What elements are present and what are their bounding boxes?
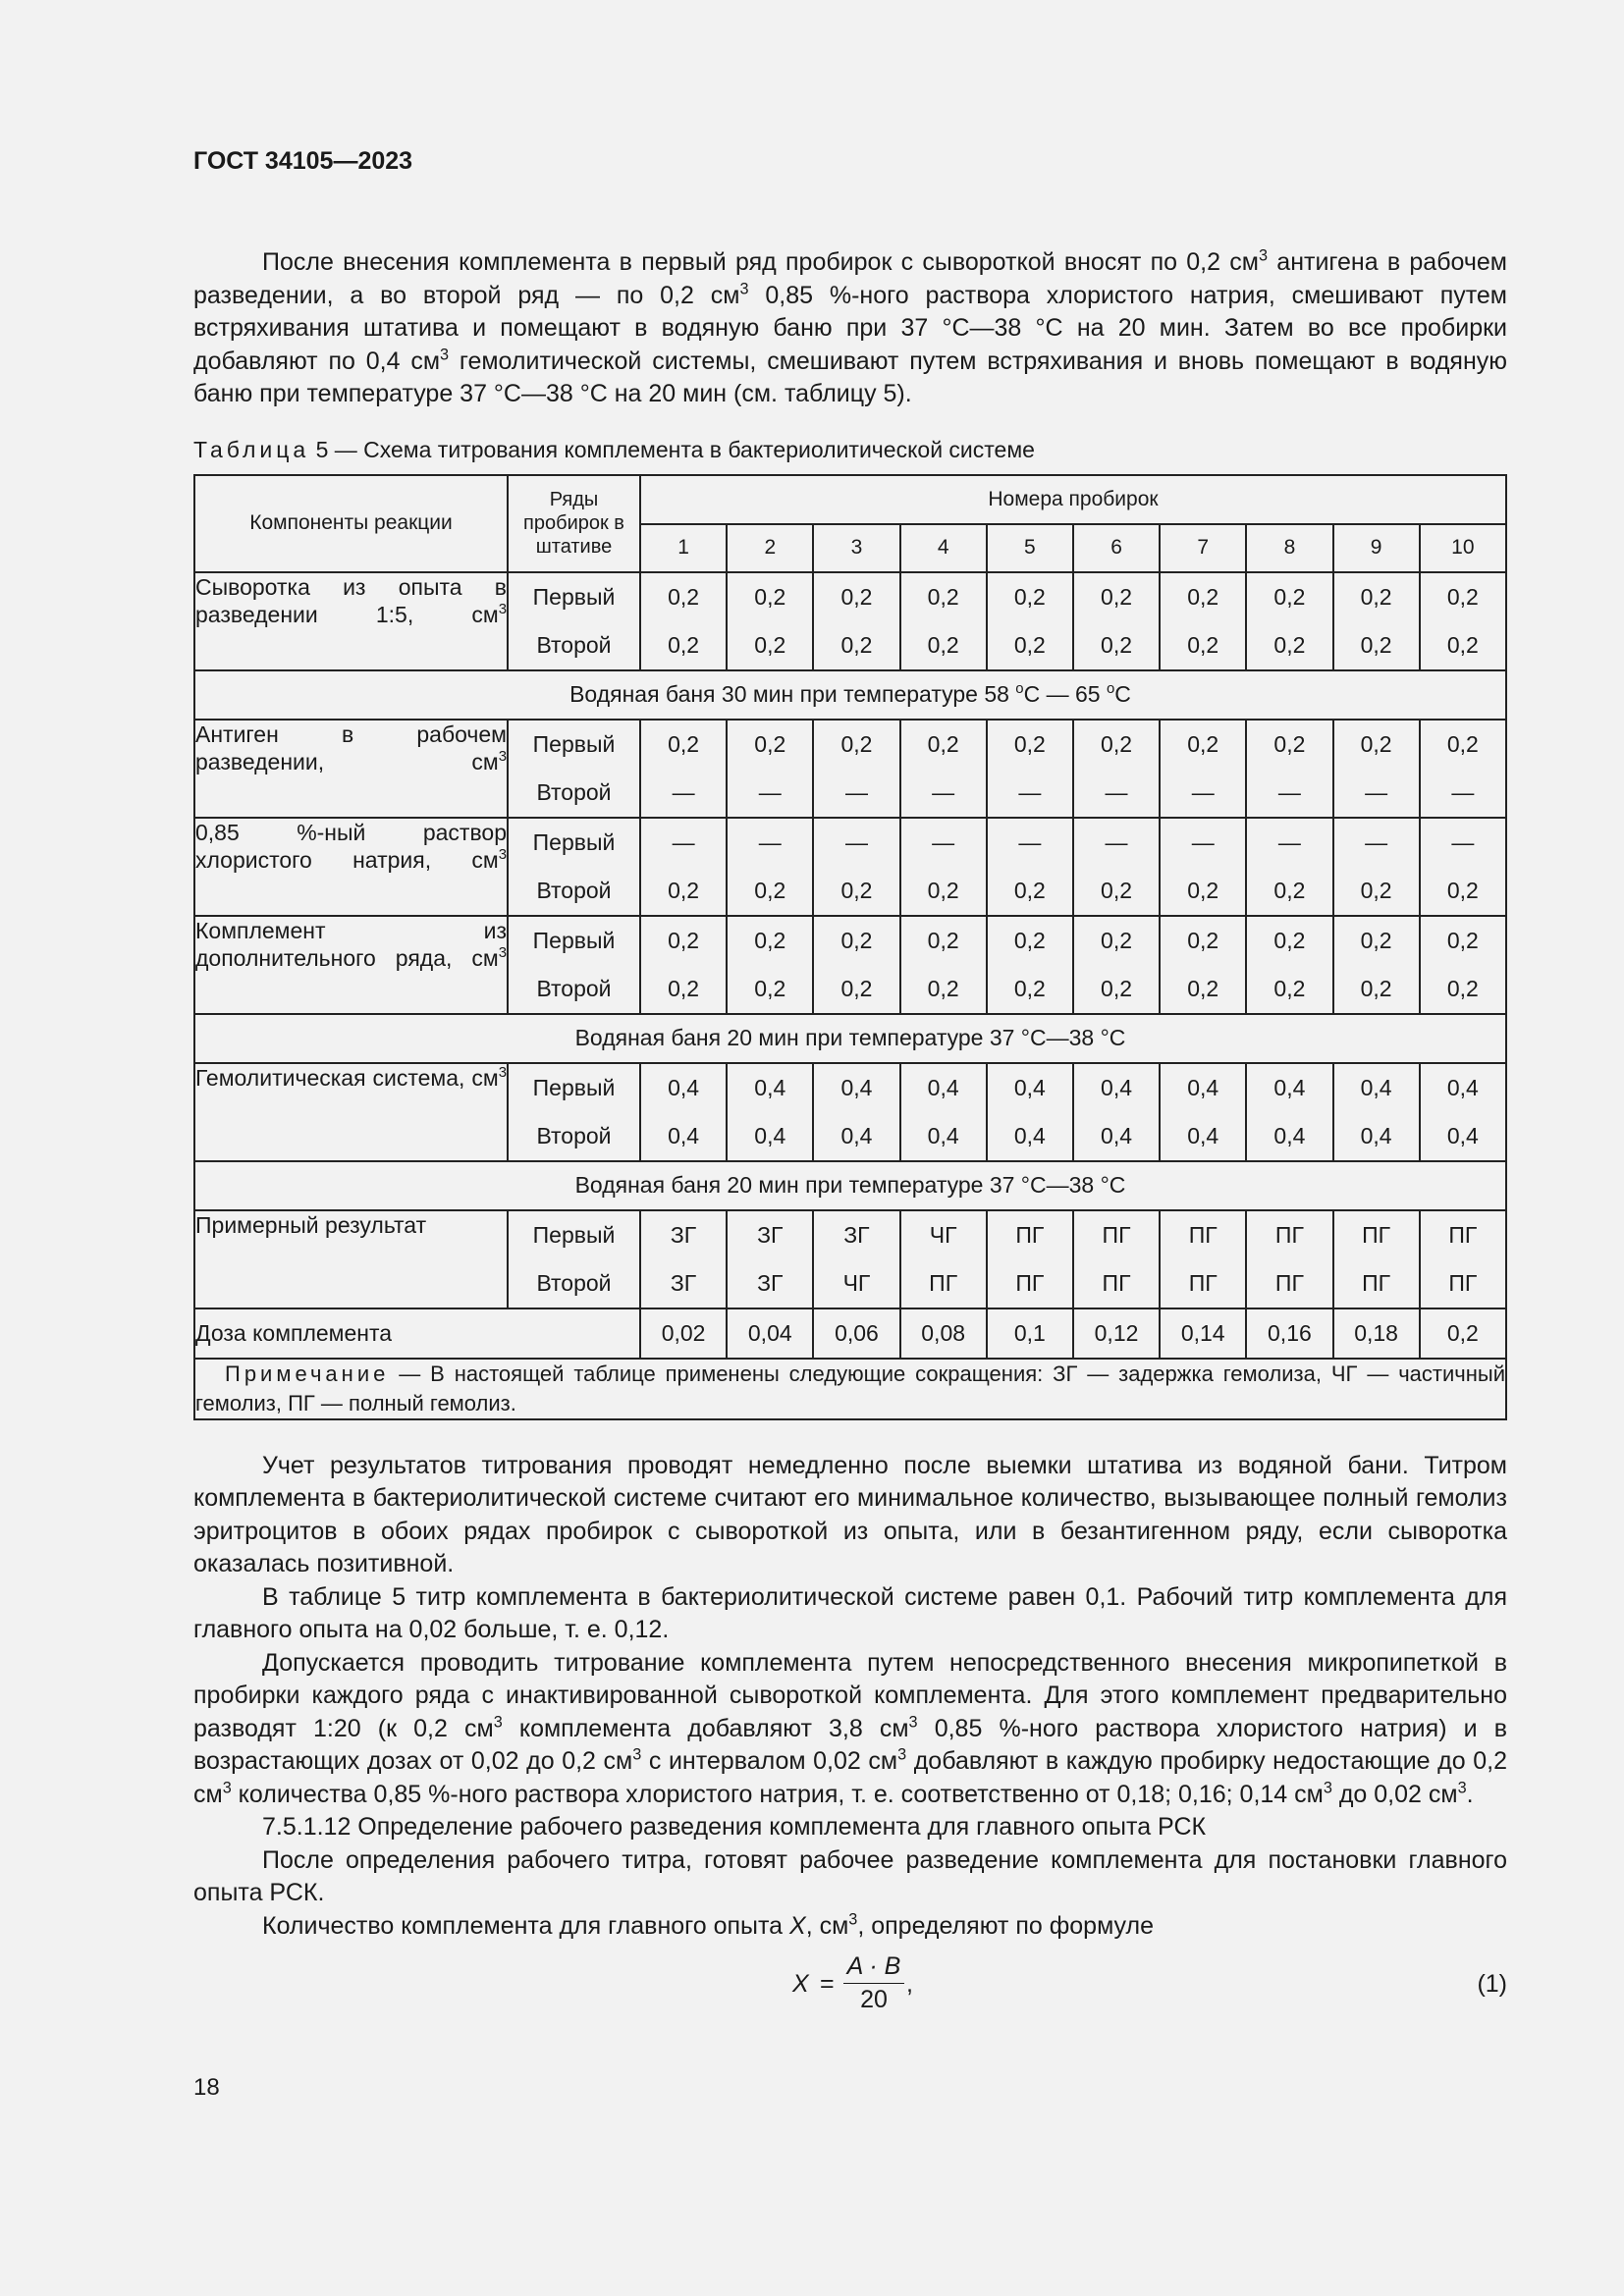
- table-cell: ЧГ: [813, 1259, 899, 1308]
- table-cell: 0,2: [1246, 916, 1332, 965]
- table-cell: ЧГ: [900, 1210, 987, 1259]
- section-heading-7-5-1-12: 7.5.1.12 Определение рабочего разведения комплемента для главного опыта РСК: [262, 1813, 1207, 1841]
- header-components: Компоненты реакции: [194, 475, 508, 572]
- table-cell: —: [987, 769, 1073, 818]
- table-cell: —: [1073, 769, 1160, 818]
- table-cell: 0,2: [727, 572, 813, 621]
- table-cell: 0,4: [640, 1063, 727, 1112]
- dose-row: [194, 1308, 1506, 1359]
- dose-cell: 0,16: [1246, 1308, 1332, 1359]
- table-cell: 0,2: [727, 867, 813, 916]
- paragraph-results: Учет результатов титрования проводят немедленно после выемки штатива из водяной бани. Титром комплемента в бактериолитической системе считают его минимальное количество, вызывающее полный гемолиз эритроцитов в обоих рядах пробирок с сывороткой из опыта, или в безантигенном ряду, если сыворотка оказалась позитивной.: [193, 1451, 1507, 1577]
- component-label: Сыворотка из опыта в разведении 1:5, $см^3$: [194, 572, 508, 670]
- table-cell: ЗГ: [640, 1259, 727, 1308]
- table-cell: 0,2: [1420, 965, 1506, 1014]
- row-label: Первый: [508, 1210, 640, 1259]
- tube-number: 7: [1160, 524, 1246, 572]
- table-cell: —: [1160, 818, 1246, 867]
- table-cell: ПГ: [1246, 1210, 1332, 1259]
- table-cell: 0,2: [1246, 720, 1332, 769]
- water-bath-note: Водяная баня 20 мин при температуре 37 °С—38 °С: [194, 1014, 1506, 1063]
- table-cell: 0,2: [900, 867, 987, 916]
- table-cell: 0,2: [640, 621, 727, 670]
- component-label: Примерный результат: [194, 1210, 508, 1308]
- table-cell: 0,4: [813, 1063, 899, 1112]
- table-row: [194, 572, 1506, 621]
- table-cell: 0,4: [1420, 1063, 1506, 1112]
- table-cell: ЗГ: [727, 1259, 813, 1308]
- table-cell: 0,2: [1073, 720, 1160, 769]
- formula-lhs: X: [792, 1970, 809, 1998]
- paragraph-working-dilution: После определения рабочего титра, готовят рабочее разведение комплемента для постановки главного опыта РСК.: [193, 1845, 1507, 1906]
- page: [193, 147, 1507, 2021]
- table-cell: 0,2: [1160, 720, 1246, 769]
- table-cell: 0,2: [987, 621, 1073, 670]
- table-cell: 0,2: [1333, 621, 1420, 670]
- table-cell: 0,4: [1073, 1112, 1160, 1161]
- table-cell: —: [1333, 769, 1420, 818]
- table-cell: ПГ: [987, 1210, 1073, 1259]
- water-bath-row: [194, 670, 1506, 720]
- formula-denominator: 20: [860, 1986, 888, 2013]
- table-cell: 0,2: [1246, 621, 1332, 670]
- table-cell: 0,2: [987, 965, 1073, 1014]
- table-cell: 0,2: [1073, 916, 1160, 965]
- table-cell: 0,2: [987, 720, 1073, 769]
- table-cell: 0,4: [1333, 1063, 1420, 1112]
- table-cell: 0,2: [1160, 572, 1246, 621]
- table-cell: —: [640, 818, 727, 867]
- table-cell: 0,2: [640, 916, 727, 965]
- table-cell: ПГ: [1420, 1259, 1506, 1308]
- table-cell: 0,2: [987, 916, 1073, 965]
- table-cell: 0,2: [987, 867, 1073, 916]
- table-cell: 0,2: [1333, 867, 1420, 916]
- table-cell: 0,2: [900, 965, 987, 1014]
- table-cell: —: [900, 769, 987, 818]
- table-cell: 0,2: [727, 965, 813, 1014]
- component-label: Гемолитическая система, $см^3$: [194, 1063, 508, 1161]
- table-cell: —: [640, 769, 727, 818]
- table-cell: —: [1246, 769, 1332, 818]
- paragraph-titer: В таблице 5 титр комплемента в бактериолитической системе равен 0,1. Рабочий титр комплемента для главного опыта на 0,02 больше, т. е. 0,12.: [193, 1582, 1507, 1643]
- formula-fraction: [843, 1952, 904, 2014]
- table-caption: Таблица 5 — Схема титрования комплемента в бактериолитической системе: [193, 436, 1035, 462]
- dose-cell: 0,06: [813, 1308, 899, 1359]
- table-row: [194, 916, 1506, 965]
- table-cell: 0,2: [813, 621, 899, 670]
- table-cell: 0,4: [1160, 1063, 1246, 1112]
- table-cell: 0,2: [1333, 916, 1420, 965]
- tube-number: 9: [1333, 524, 1420, 572]
- paragraph-intro: После внесения комплемента в первый ряд пробирок с сывороткой вносят по 0,2 $см^3$ антигена в рабочем разведении, а во второй ряд — по 0,2 $см^3$ 0,85 %-ного раствора хлористого натрия, смешивают путем встряхивания штатива и помещают в водяную баню при 37 °С—38 °С на 20 мин. Затем во все пробирки добавляют по 0,4 $см^3$ гемолитической системы, смешивают путем встряхивания и вновь помещают в водяную баню при температуре 37 °С—38 °С на 20 мин (см. таблицу 5).: [193, 246, 1508, 407]
- table-cell: 0,2: [640, 572, 727, 621]
- table-cell: —: [900, 818, 987, 867]
- table-cell: 0,4: [813, 1112, 899, 1161]
- table-cell: 0,2: [1073, 867, 1160, 916]
- table-cell: 0,2: [727, 621, 813, 670]
- formula-equals: =: [820, 1970, 835, 1998]
- table-cell: ПГ: [1333, 1259, 1420, 1308]
- row-label: Второй: [508, 965, 640, 1014]
- table-cell: 0,2: [1160, 867, 1246, 916]
- table-cell: ЗГ: [640, 1210, 727, 1259]
- table-cell: —: [727, 769, 813, 818]
- tube-number: 5: [987, 524, 1073, 572]
- water-bath-note: Водяная баня 20 мин при температуре 37 °С—38 °С: [194, 1161, 1506, 1210]
- row-label: Второй: [508, 1259, 640, 1308]
- table-cell: ПГ: [1160, 1210, 1246, 1259]
- table-cell: ЗГ: [727, 1210, 813, 1259]
- table-cell: —: [1073, 818, 1160, 867]
- table-cell: 0,2: [1160, 916, 1246, 965]
- table-cell: 0,2: [640, 965, 727, 1014]
- table-cell: 0,2: [900, 720, 987, 769]
- table-row: [194, 1063, 1506, 1112]
- table-cell: 0,2: [1160, 965, 1246, 1014]
- table-cell: —: [1246, 818, 1332, 867]
- table-cell: ПГ: [987, 1259, 1073, 1308]
- table-cell: 0,4: [1246, 1063, 1332, 1112]
- table-cell: 0,4: [1333, 1112, 1420, 1161]
- document-header: ГОСТ 34105—2023: [193, 147, 413, 175]
- table-note-row: [194, 1359, 1506, 1419]
- table-cell: —: [813, 818, 899, 867]
- table-cell: 0,2: [1246, 867, 1332, 916]
- header-rows: Ряды пробирок в штативе: [508, 475, 640, 572]
- table-cell: ПГ: [1420, 1210, 1506, 1259]
- table-cell: —: [1160, 769, 1246, 818]
- table-cell: 0,4: [1246, 1112, 1332, 1161]
- table-cell: —: [987, 818, 1073, 867]
- table-cell: —: [1333, 818, 1420, 867]
- table-cell: 0,2: [987, 572, 1073, 621]
- table-cell: —: [813, 769, 899, 818]
- table-cell: ПГ: [1073, 1210, 1160, 1259]
- component-label: 0,85 %-ный раствор хлористого натрия, $см^3$: [194, 818, 508, 916]
- dose-cell: 0,1: [987, 1308, 1073, 1359]
- table-cell: 0,2: [1073, 621, 1160, 670]
- table-cell: 0,2: [900, 621, 987, 670]
- tube-number: 3: [813, 524, 899, 572]
- tube-number: 6: [1073, 524, 1160, 572]
- row-label: Второй: [508, 621, 640, 670]
- table-cell: 0,4: [1073, 1063, 1160, 1112]
- titration-table: [193, 474, 1507, 1420]
- table-note: Примечание — В настоящей таблице применены следующие сокращения: ЗГ — задержка гемолиза, ЧГ — частичный гемолиз, ПГ — полный гемолиз.: [194, 1359, 1506, 1419]
- table-cell: 0,2: [813, 720, 899, 769]
- dose-label: Доза комплемента: [194, 1308, 640, 1359]
- table-cell: 0,2: [1160, 621, 1246, 670]
- table-cell: —: [1420, 818, 1506, 867]
- row-label: Первый: [508, 818, 640, 867]
- table-cell: 0,4: [987, 1112, 1073, 1161]
- table-cell: 0,2: [900, 572, 987, 621]
- table-cell: 0,2: [1420, 916, 1506, 965]
- row-label: Второй: [508, 1112, 640, 1161]
- formula-comma: ,: [906, 1970, 913, 1998]
- table-cell: 0,4: [987, 1063, 1073, 1112]
- row-label: Первый: [508, 572, 640, 621]
- dose-cell: 0,14: [1160, 1308, 1246, 1359]
- row-label: Второй: [508, 867, 640, 916]
- tube-number: 8: [1246, 524, 1332, 572]
- table-cell: 0,2: [813, 916, 899, 965]
- row-label: Первый: [508, 720, 640, 769]
- component-label: Комплемент из дополнительного ряда, $см^3$: [194, 916, 508, 1014]
- water-bath-row: [194, 1014, 1506, 1063]
- table-cell: 0,2: [813, 867, 899, 916]
- component-label: Антиген в рабочем разведении, $см^3$: [194, 720, 508, 818]
- table-cell: 0,2: [1420, 720, 1506, 769]
- table-cell: 0,2: [1246, 965, 1332, 1014]
- table-cell: 0,2: [813, 572, 899, 621]
- table-cell: —: [1420, 769, 1506, 818]
- dose-cell: 0,12: [1073, 1308, 1160, 1359]
- table-cell: ПГ: [900, 1259, 987, 1308]
- dose-cell: 0,02: [640, 1308, 727, 1359]
- water-bath-row: [194, 1161, 1506, 1210]
- row-label: Второй: [508, 769, 640, 818]
- table-cell: 0,2: [1420, 572, 1506, 621]
- table-cell: 0,2: [1333, 720, 1420, 769]
- table-cell: 0,2: [640, 720, 727, 769]
- tube-number: 10: [1420, 524, 1506, 572]
- row-label: Первый: [508, 916, 640, 965]
- table-cell: ЗГ: [813, 1210, 899, 1259]
- formula-numerator: A · B: [843, 1952, 904, 1984]
- table-row: [194, 720, 1506, 769]
- formula-1: [193, 1952, 1507, 2021]
- tube-number: 2: [727, 524, 813, 572]
- header-tube-numbers: Номера пробирок: [640, 475, 1506, 524]
- tube-number: 1: [640, 524, 727, 572]
- table-cell: 0,2: [1246, 572, 1332, 621]
- table-cell: 0,2: [813, 965, 899, 1014]
- table-cell: 0,4: [640, 1112, 727, 1161]
- table-cell: 0,4: [900, 1112, 987, 1161]
- table-cell: 0,2: [1073, 572, 1160, 621]
- row-label: Первый: [508, 1063, 640, 1112]
- table-cell: 0,2: [1073, 965, 1160, 1014]
- table-cell: ПГ: [1333, 1210, 1420, 1259]
- table-cell: 0,4: [727, 1112, 813, 1161]
- paragraph-formula-intro: Количество комплемента для главного опыта X, $см^3$, определяют по формуле: [262, 1909, 1154, 1940]
- dose-cell: 0,18: [1333, 1308, 1420, 1359]
- dose-cell: 0,04: [727, 1308, 813, 1359]
- dose-cell: 0,2: [1420, 1308, 1506, 1359]
- dose-cell: 0,08: [900, 1308, 987, 1359]
- table-cell: ПГ: [1246, 1259, 1332, 1308]
- table-cell: 0,2: [1333, 572, 1420, 621]
- table-row: [194, 1210, 1506, 1259]
- table-cell: 0,4: [727, 1063, 813, 1112]
- table-cell: 0,2: [900, 916, 987, 965]
- table-cell: 0,2: [1333, 965, 1420, 1014]
- formula-number: (1): [1477, 1970, 1507, 1998]
- table-cell: 0,2: [1420, 867, 1506, 916]
- water-bath-note: Водяная баня 30 мин при температуре 58 $^о$С — 65 $^о$С: [194, 670, 1506, 720]
- table-cell: 0,4: [1160, 1112, 1246, 1161]
- table-cell: 0,2: [727, 720, 813, 769]
- table-cell: 0,2: [640, 867, 727, 916]
- page-number: 18: [193, 2074, 220, 2101]
- table-cell: 0,4: [1420, 1112, 1506, 1161]
- table-cell: 0,4: [900, 1063, 987, 1112]
- table-cell: —: [727, 818, 813, 867]
- paragraph-micropipette: Допускается проводить титрование комплемента путем непосредственного внесения микропипеткой в пробирки каждого ряда с инактивированной сывороткой комплемента. Для этого комплемент предварительно разводят 1:20 (к 0,2 $см^3$ комплемента добавляют 3,8 $см^3$ 0,85 %-ного раствора хлористого натрия) и в возрастающих дозах от 0,02 до 0,2 $см^3$ с интервалом 0,02 $см^3$ добавляют в каждую пробирку недостающие до 0,2 $см^3$ количества 0,85 %-ного раствора хлористого натрия, т. е. соответственно от 0,18; 0,16; 0,14 $см^3$ до 0,02 $см^3$.: [193, 1648, 1507, 1808]
- table-cell: 0,2: [727, 916, 813, 965]
- table-cell: ПГ: [1160, 1259, 1246, 1308]
- tube-number: 4: [900, 524, 987, 572]
- table-row: [194, 818, 1506, 867]
- table-cell: 0,2: [1420, 621, 1506, 670]
- table-cell: ПГ: [1073, 1259, 1160, 1308]
